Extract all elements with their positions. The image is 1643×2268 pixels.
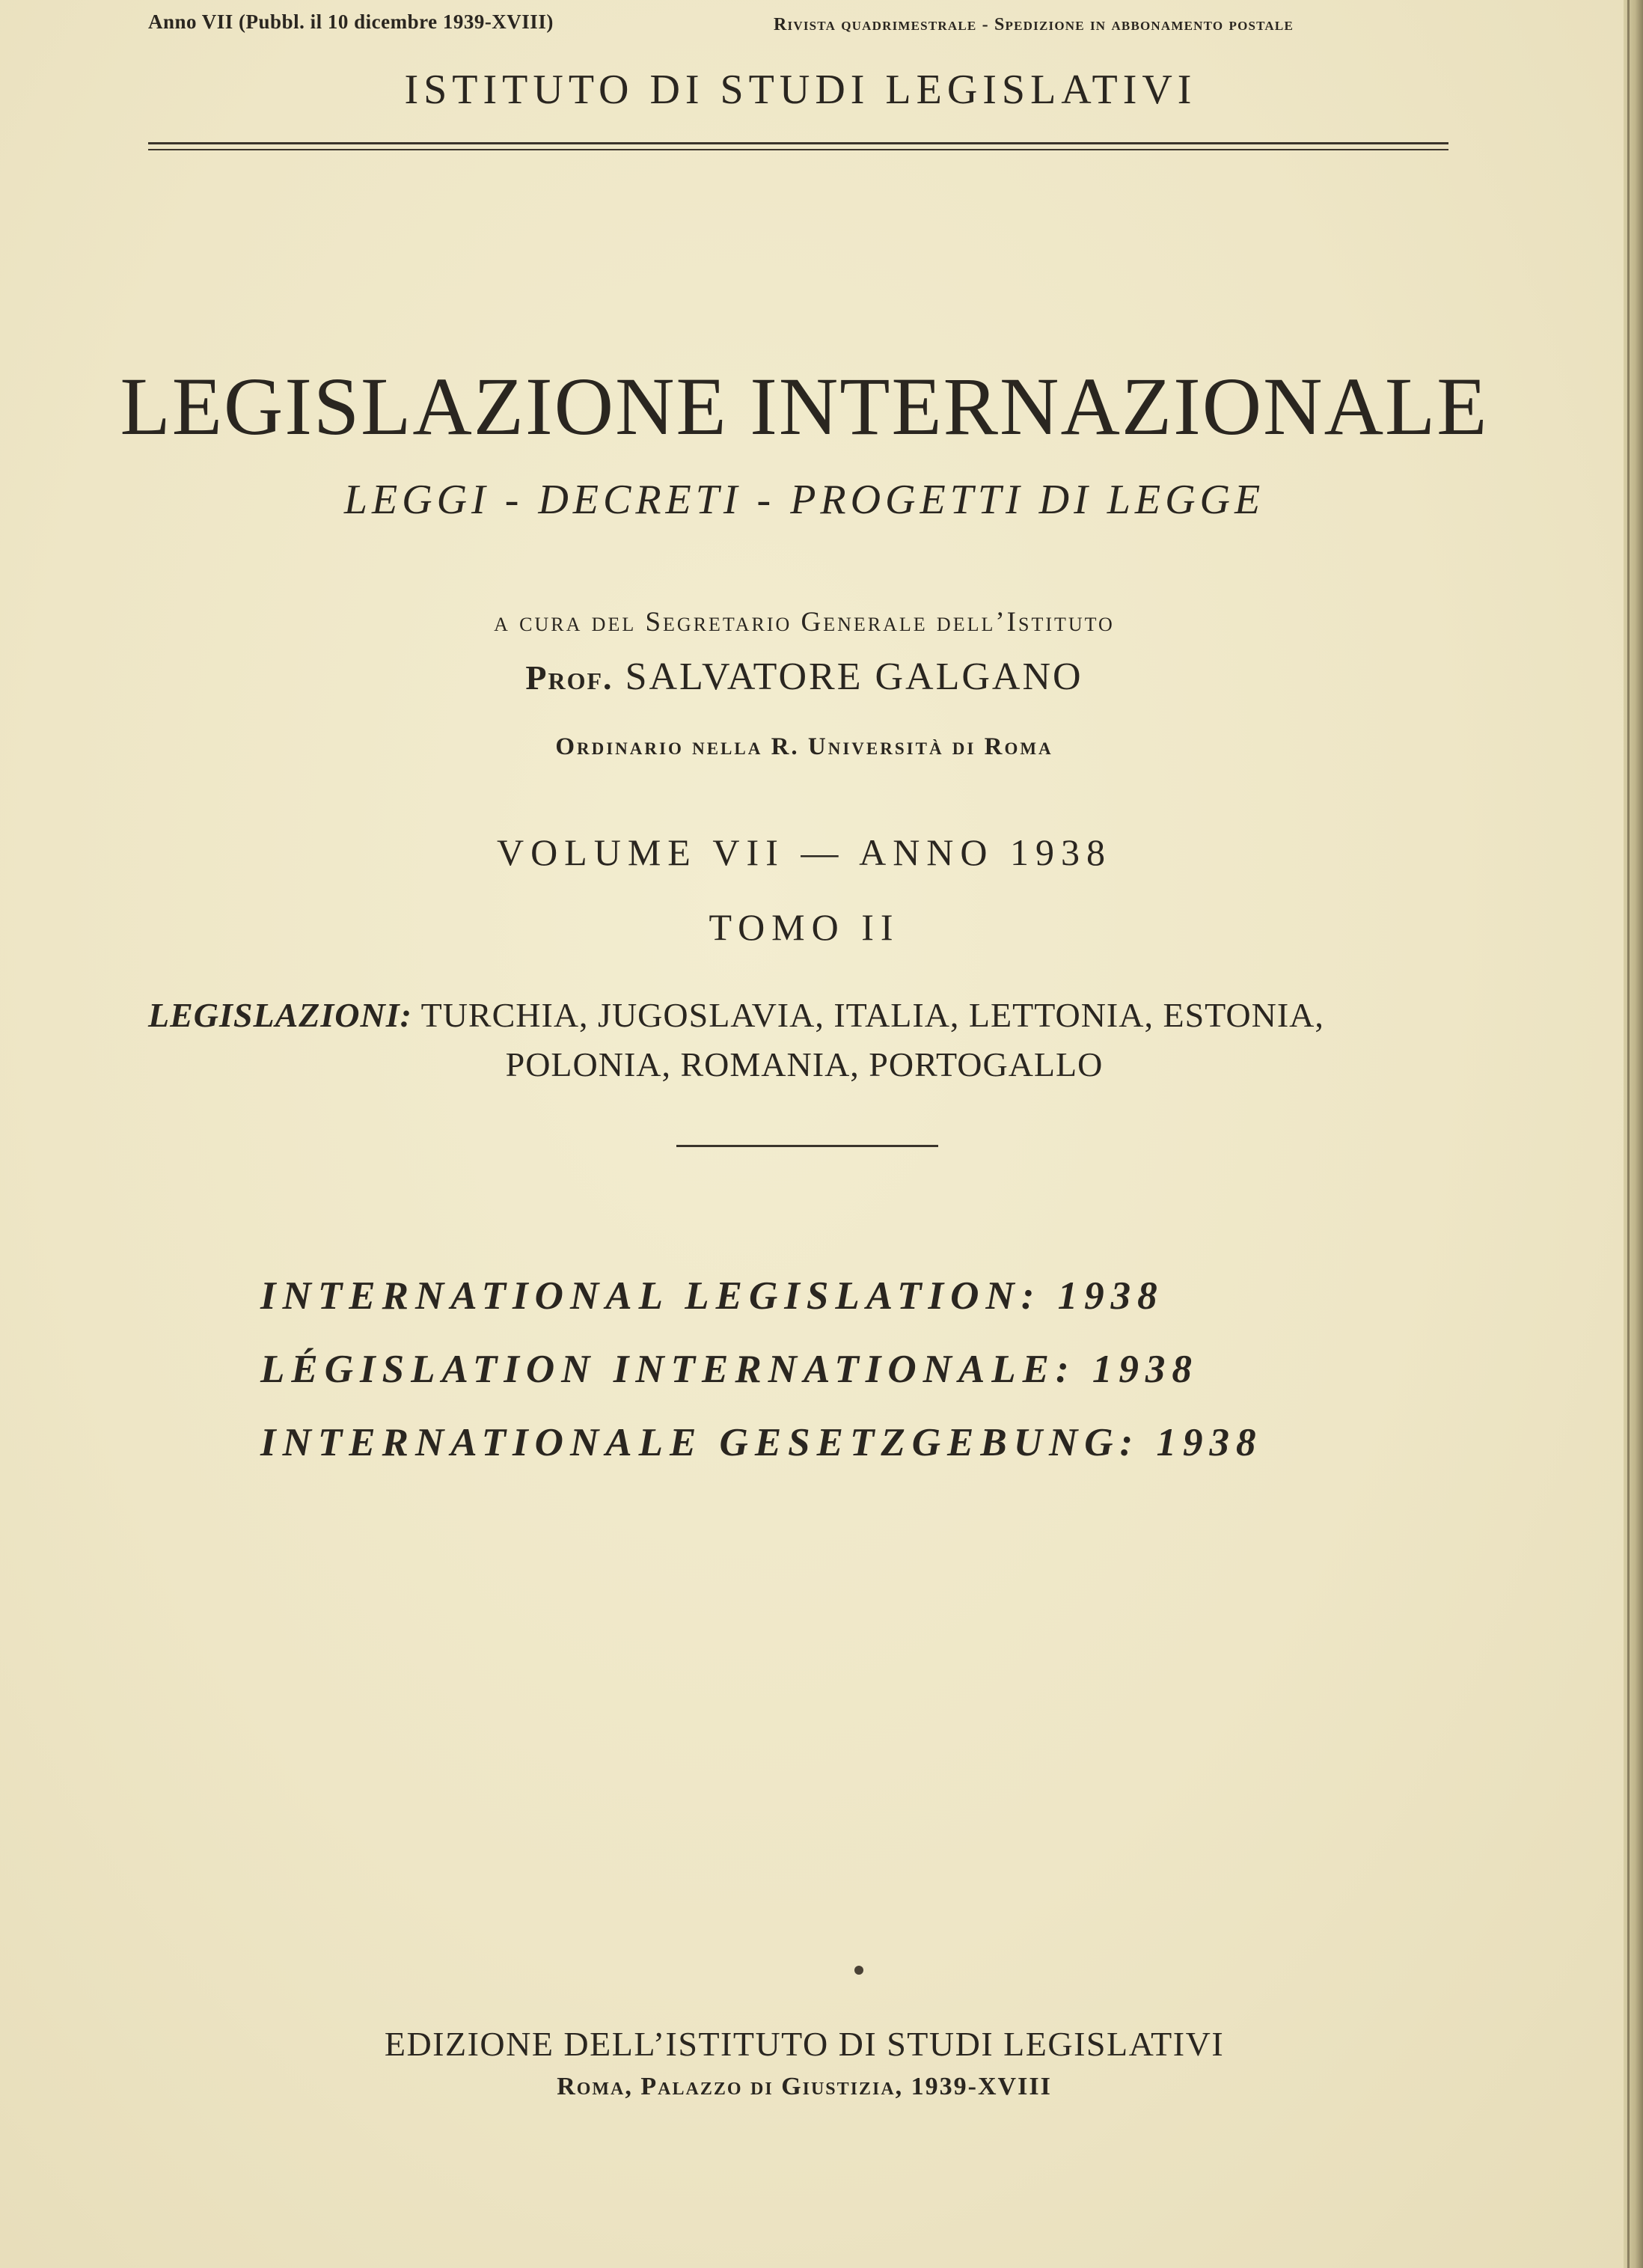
legislations-countries-2: POLONIA, ROMANIA, PORTOGALLO [505, 1045, 1104, 1083]
editor-role: Ordinario nella R. Università di Roma [555, 733, 1053, 760]
page-edge-line [1627, 0, 1630, 2268]
issue-note: Anno VII (Pubbl. il 10 dicembre 1939-XVIII) [148, 10, 554, 33]
volume-line: VOLUME VII — ANNO 1938 [496, 831, 1113, 873]
header-rule-bottom [148, 149, 1448, 150]
legislations-label: LEGISLAZIONI: [148, 996, 412, 1034]
ornament-dot [854, 1966, 863, 1975]
editor-name: SALVATORE GALGANO [625, 655, 1083, 698]
main-title: LEGISLAZIONE INTERNAZIONALE [120, 361, 1489, 452]
postal-note: Rivista quadrimestrale - Spedizione in abbonamento postale [774, 15, 1294, 34]
legislations-line-1 [148, 995, 1324, 1035]
section-divider [676, 1145, 938, 1147]
translation-german: INTERNATIONALE GESETZGEBUNG: 1938 [260, 1421, 1263, 1464]
translation-english: INTERNATIONAL LEGISLATION: 1938 [260, 1274, 1164, 1318]
header-rule-top [148, 142, 1448, 144]
translation-french: LÉGISLATION INTERNATIONALE: 1938 [260, 1348, 1199, 1391]
institute-name: ISTITUTO DI STUDI LEGISLATIVI [404, 67, 1197, 113]
publisher-line: EDIZIONE DELL’ISTITUTO DI STUDI LEGISLATIVI [384, 2025, 1225, 2063]
legislations-countries-1: TURCHIA, JUGOSLAVIA, ITALIA, LETTONIA, ESTONIA, [420, 996, 1324, 1034]
page-edge-shadow [1624, 0, 1643, 2268]
tomo-line: TOMO II [709, 906, 900, 948]
subtitle: LEGGI - DECRETI - PROGETTI DI LEGGE [343, 477, 1265, 523]
publication-place: Roma, Palazzo di Giustizia, 1939-XVIII [557, 2073, 1052, 2100]
editor-name-line [299, 655, 1309, 699]
editor-prefix: Prof. [525, 658, 614, 697]
curator-line: a cura del Segretario Generale dell’Istituto [494, 607, 1115, 638]
